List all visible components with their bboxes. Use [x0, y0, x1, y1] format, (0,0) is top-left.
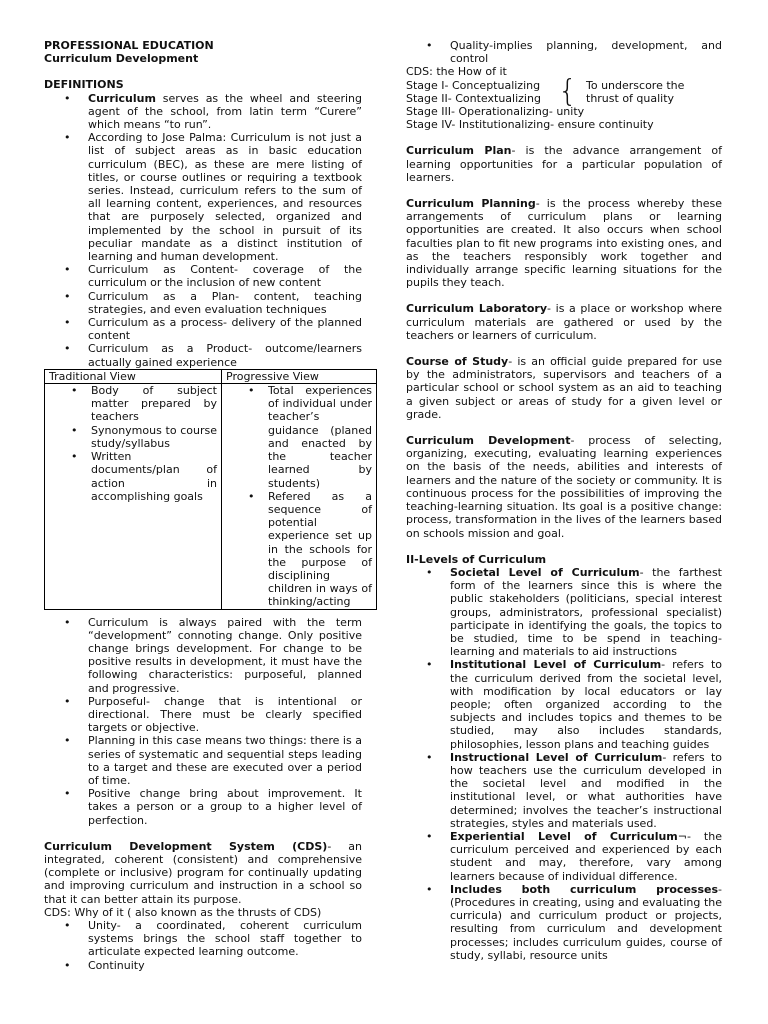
definition-paragraph: Curriculum Laboratory- is a place or workshop where curriculum materials are gathered or used by the teachers or learners of curriculum.	[406, 302, 722, 342]
brace-icon: {	[558, 73, 578, 109]
list-item: • Curriculum as a process- delivery of the planned content	[44, 316, 362, 342]
levels-heading: II-Levels of Curriculum	[406, 552, 547, 566]
definitions-list	[44, 92, 362, 369]
traditional-view-header: Traditional View	[45, 369, 222, 383]
cds-how: CDS: the How of it	[406, 65, 507, 79]
stage-line: Stage I- Conceptualizing	[406, 78, 541, 92]
definition-paragraph: Curriculum Development- process of selecting, organizing, executing, evaluating learning experiences on the basis of the needs, abilities and interests of learners and the nature of the society or community. It is continuous process for the possibilities of improving the teaching-learning situation. Its goal is a positive change: process, transformation in the lives of the learners based on schools mission and goal.	[406, 434, 722, 540]
list-item: • Purposeful- change that is intentional or directional. There must be clearly specified targets or objective.	[44, 695, 362, 735]
list-item: • Experiential Level of Curriculum¬- the curriculum perceived and experienced by each student and may, therefore, vary among learners because of individual difference.	[406, 830, 722, 883]
list-item: • Curriculum as a Plan- content, teaching strategies, and even evaluation techniques	[44, 290, 362, 316]
list-item: • Refered as a sequence of potential experience set up in the schools for the purpose of disciplining children in ways of thinking/acting	[222, 490, 376, 609]
list-item: • Total experiences of individual under teacher’s guidance (planed and enacted by the teacher learned by students)	[222, 384, 376, 490]
list-item: • Continuity	[44, 959, 362, 972]
stages-block	[406, 73, 722, 132]
cds-definition: Curriculum Development System (CDS)- an integrated, coherent (consistent) and comprehensive (complete or inclusive) program for continually updating and improving curriculum and instruction in a school so that it can better attain its purpose.	[44, 839, 362, 906]
list-item: • Unity- a coordinated, coherent curriculum systems brings the school staff together to articulate expected learning outcome.	[44, 919, 362, 959]
traditional-view-cell	[45, 384, 222, 609]
list-item: • Positive change bring about improvement. It takes a person or a group to a higher level of perfection.	[44, 787, 362, 827]
stage-line: Stage III- Operationalizing- unity	[406, 105, 585, 119]
list-item: • Synonymous to course study/syllabus	[45, 424, 221, 450]
list-item: • Instructional Level of Curriculum- refers to how teachers use the curriculum developed in the societal level and modified in the institutional level, or what authorities have determined; involves the teacher’s instructional strategies, styles and materials used.	[406, 751, 722, 830]
underscore-note: To underscore the thrust of quality	[586, 78, 685, 105]
right-column	[406, 39, 722, 962]
doc-subheading: Curriculum Development	[44, 52, 199, 66]
levels-list	[406, 566, 722, 962]
cds-why: CDS: Why of it ( also known as the thrusts of CDS)	[44, 905, 322, 919]
progressive-view-cell	[222, 384, 377, 609]
list-item: • Curriculum serves as the wheel and steering agent of the school, from latin term “Curere” which means “to run”.	[44, 92, 362, 132]
list-item: • According to Jose Palma: Curriculum is not just a list of subject areas as in basic education curriculum (BEC), as these are mere listing of titles, or course outlines or requiring a textbook series. Instead, curriculum refers to the sum of all learning content, experiences, and resources that are purposely selected, organized and implemented by the school in pursuit of its peculiar mandate as a distinct institution of learning and human development.	[44, 131, 362, 263]
progressive-view-header: Progressive View	[222, 369, 377, 383]
list-item: • Curriculum as a Product- outcome/learners actually gained experience	[44, 342, 362, 368]
left-column	[44, 39, 372, 972]
views-table	[44, 369, 377, 610]
list-item: • Planning in this case means two things: there is a series of systematic and sequential steps leading to a target and these are executed over a period of time.	[44, 734, 362, 787]
list-item: • Body of subject matter prepared by teachers	[45, 384, 221, 424]
list-item: • Includes both curriculum processes- (Procedures in creating, using and evaluating the curricula) and curriculum product or projects, resulting from curriculum and development processes; includes curriculum guides, course of study, syllabi, resource units	[406, 883, 722, 962]
list-item: • Quality-implies planning, development, and control	[406, 39, 722, 65]
definition-paragraph: Curriculum Plan- is the advance arrangement of learning opportunities for a particular population of learners.	[406, 144, 722, 184]
doc-heading: PROFESSIONAL EDUCATION	[44, 39, 214, 52]
definitions-heading: DEFINITIONS	[44, 78, 124, 92]
cds-thrusts-list	[44, 919, 362, 972]
stage-line: Stage IV- Institutionalizing- ensure continuity	[406, 118, 654, 132]
definition-paragraph: Course of Study- is an official guide prepared for use by the administrators, supervisors and teachers of a particular school or school system as an aid to teaching a given subject or areas of study for a given level or grade.	[406, 355, 722, 421]
list-item: • Written documents/plan of action in accomplishing goals	[45, 450, 221, 503]
list-item: • Societal Level of Curriculum- the farthest form of the learners since this is where the public stakeholders (politicians, special interest groups, administrators, professional specialist) participate in identifying the goals, the topics to be studied, time to be spend in teaching-learning and materials to aid instructions	[406, 566, 722, 658]
definition-paragraph: Curriculum Planning- is the process whereby these arrangements of curriculum plans or learning opportunities are created. It also occurs when school faculties plan to fit new programs into existing ones, and as the teachers responsibly work together and individually arrange specific learning situations for the pupils they teach.	[406, 197, 723, 290]
stage-line: Stage II- Contextualizing	[406, 91, 541, 105]
development-list	[44, 616, 362, 827]
list-item: • Curriculum as Content- coverage of the curriculum or the inclusion of new content	[44, 263, 362, 289]
quality-list	[406, 39, 722, 65]
list-item: • Curriculum is always paired with the term “development” connoting change. Only positive change brings development. For change to be positive results in development, it must have the following characteristics: purposeful, planned and progressive.	[44, 616, 362, 695]
list-item: • Institutional Level of Curriculum- refers to the curriculum derived from the societal level, with modification by local educators or lay people; often organized according to the subjects and includes topics and themes to be studied, may also includes standards, philosophies, lesson plans and teaching guides	[406, 658, 722, 750]
